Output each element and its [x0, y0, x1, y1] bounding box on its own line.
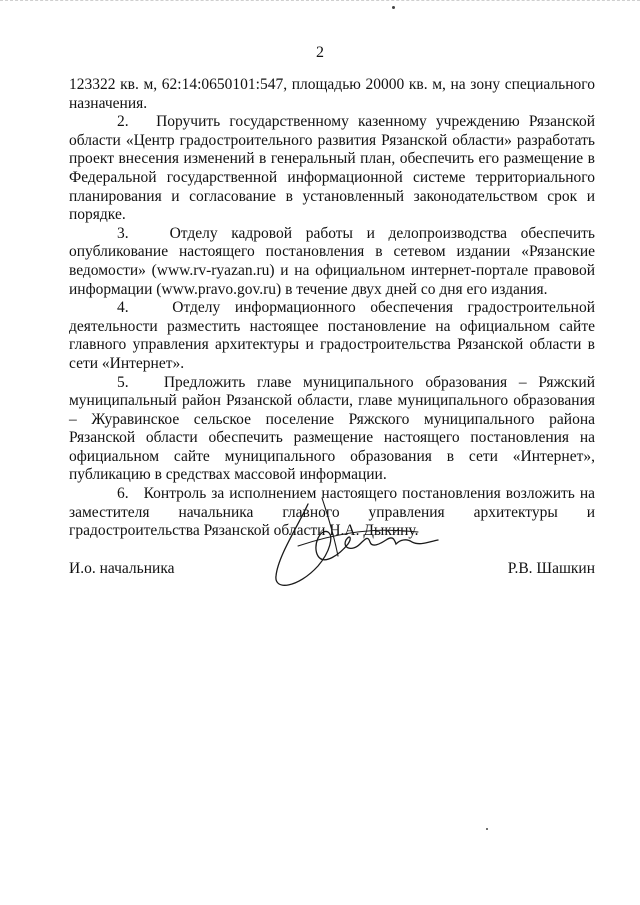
paragraph-continuation: 123322 кв. м, 62:14:0650101:547, площадью 20000 кв. м, на зону специального назначения.	[69, 76, 595, 112]
scan-speck	[486, 828, 488, 830]
signatory-name: Р.В. Шашкин	[507, 560, 595, 577]
scan-top-edge	[0, 0, 640, 5]
paragraph-item-4: 4. Отделу информационного обеспечения градостроительной деятельности разместить настоящее постановление на официальном сайте главного управления архитектуры и градостроительства Рязанской области в сети «Интернет».	[69, 299, 595, 372]
signatory-title: И.о. начальника	[69, 560, 175, 577]
paragraph-item-5: 5. Предложить главе муниципального образования – Ряжский муниципальный район Рязанской области, главе муниципального образования – Журавинское сельское поселение Ряжского муниципального района Рязанской области обеспечить размещение настоящего постановления на официальном сайте муниципального образования в сети «Интернет», публикацию в средствах массовой информации.	[69, 373, 595, 484]
paragraph-item-6: 6. Контроль за исполнением настоящего постановления возложить на заместителя начальника главного управления архитектуры и градостроительства Рязанской области Н.А. Дыкину.	[69, 485, 595, 540]
document-body	[69, 76, 595, 541]
page-number: 2	[316, 44, 324, 61]
scan-speck	[392, 6, 395, 9]
paragraph-item-3: 3. Отделу кадровой работы и делопроизводства обеспечить опубликование настоящего постановления в сетевом издании «Рязанские ведомости» (www.rv-ryazan.ru) и на официальном интернет-портале правовой информации (www.pravo.gov.ru) в течение двух дней со дня его издания.	[69, 224, 595, 298]
paragraph-item-2: 2. Поручить государственному казенному учреждению Рязанской области «Центр градостроительного развития Рязанской области» разработать проект внесения изменений в генеральный план, обеспечить его размещение в Федеральной государственной информационной системе территориального планирования и согласование в установленный законодательством срок и порядке.	[69, 113, 595, 224]
signature-block	[69, 560, 595, 590]
